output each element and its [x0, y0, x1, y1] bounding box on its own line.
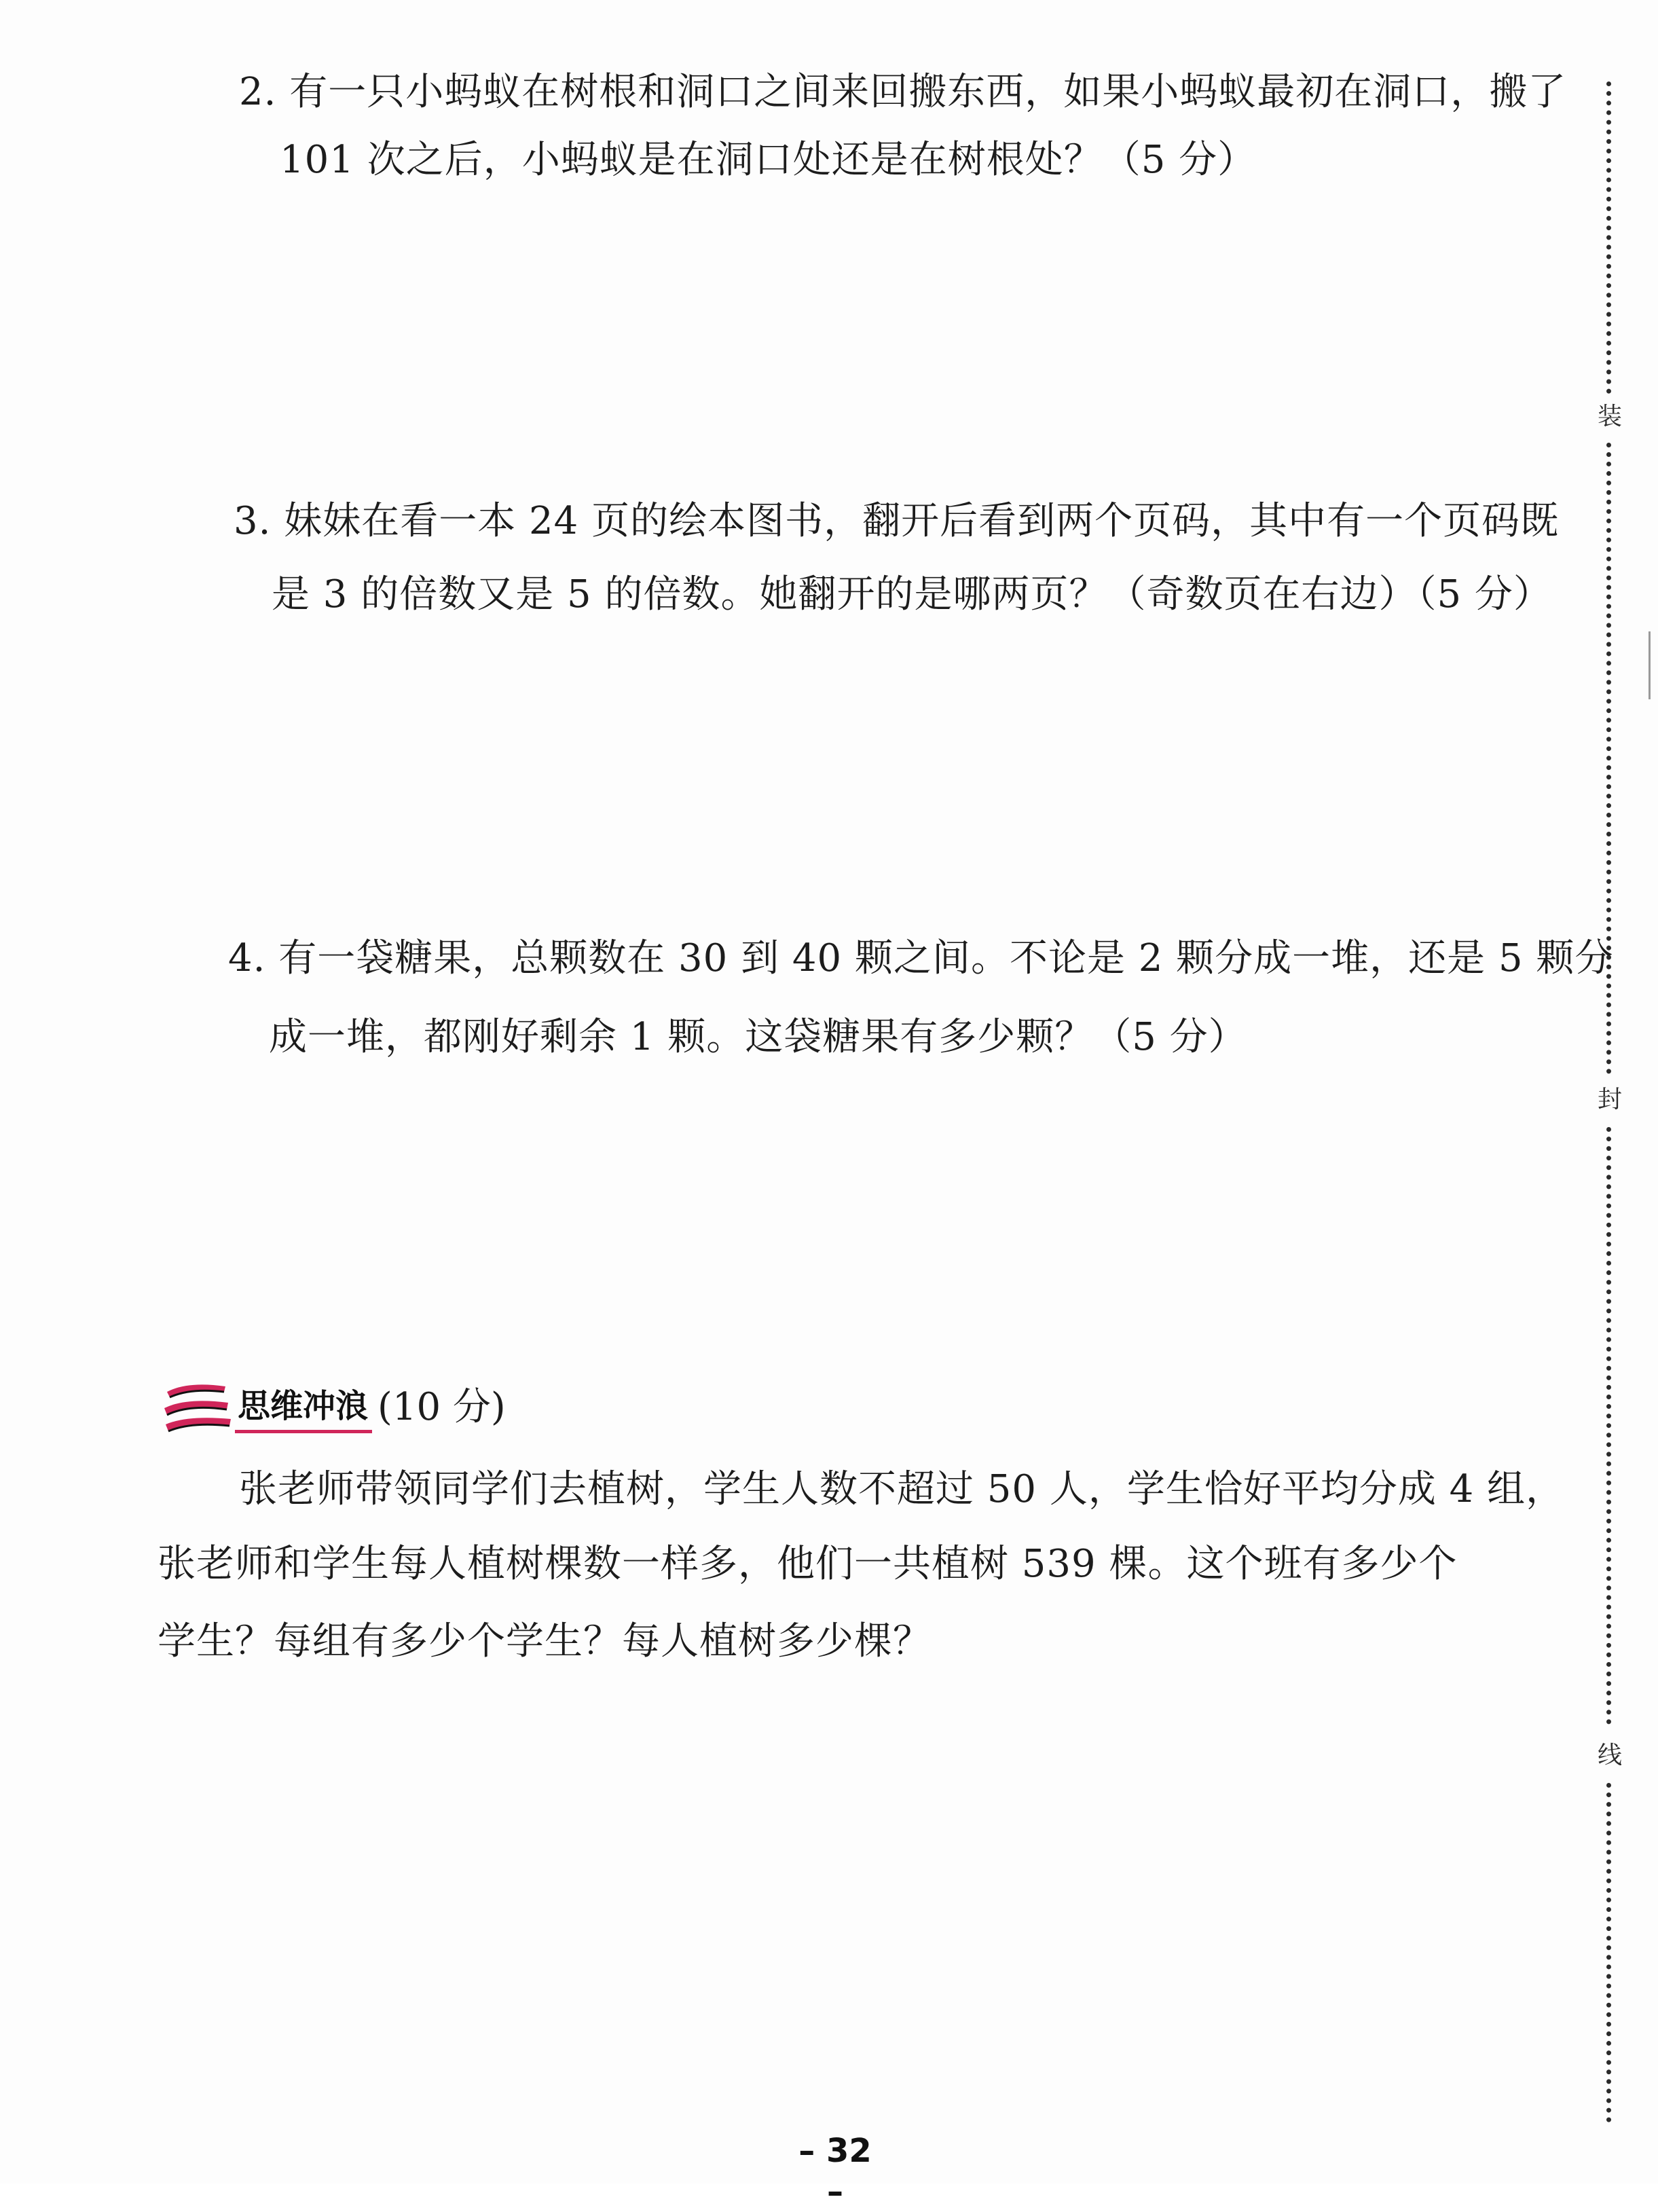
binding-dotted-line [1606, 81, 1617, 394]
section-score: (10 分) [377, 1385, 506, 1429]
binding-dotted-line [1606, 1127, 1617, 1725]
page-number: – 32 – [798, 2132, 872, 2211]
binding-dotted-line [1606, 443, 1617, 1074]
books-stack-icon [160, 1377, 235, 1438]
page-edge-mark [1648, 631, 1651, 699]
section-paragraph-line-3: 学生？每组有多少个学生？每人植树多少棵？ [158, 1619, 932, 1663]
section-paragraph-line-2: 张老师和学生每人植树棵数一样多，他们一共植树 539 棵。这个班有多少个 [158, 1542, 1458, 1586]
binding-dotted-line [1606, 1783, 1617, 2122]
binding-char-xian: 线 [1597, 1741, 1622, 1769]
binding-char-feng: 封 [1597, 1086, 1622, 1113]
question-4-line-2: 成一堆，都刚好剩余 1 颗。这袋糖果有多少颗？（5 分） [269, 1015, 1247, 1059]
question-2-line-1: 2. 有一只小蚂蚁在树根和洞口之间来回搬东西，如果小蚂蚁最初在洞口，搬了 [239, 70, 1567, 114]
section-title: 思维冲浪 [235, 1382, 372, 1433]
binding-char-zhuang: 装 [1597, 403, 1622, 430]
question-3-line-2: 是 3 的倍数又是 5 的倍数。她翻开的是哪两页？（奇数页在右边）（5 分） [272, 572, 1552, 616]
section-header [160, 1377, 506, 1438]
question-2-line-2: 101 次之后，小蚂蚁是在洞口处还是在树根处？（5 分） [280, 138, 1257, 182]
question-4-line-1: 4. 有一袋糖果，总颗数在 30 到 40 颗之间。不论是 2 颗分成一堆，还是 5 颗分 [228, 936, 1614, 980]
section-paragraph-line-1: 张老师带领同学们去植树，学生人数不超过 50 人，学生恰好平均分成 4 组， [239, 1467, 1565, 1511]
question-3-line-1: 3. 妹妹在看一本 24 页的绘本图书，翻开后看到两个页码，其中有一个页码既 [234, 499, 1560, 543]
